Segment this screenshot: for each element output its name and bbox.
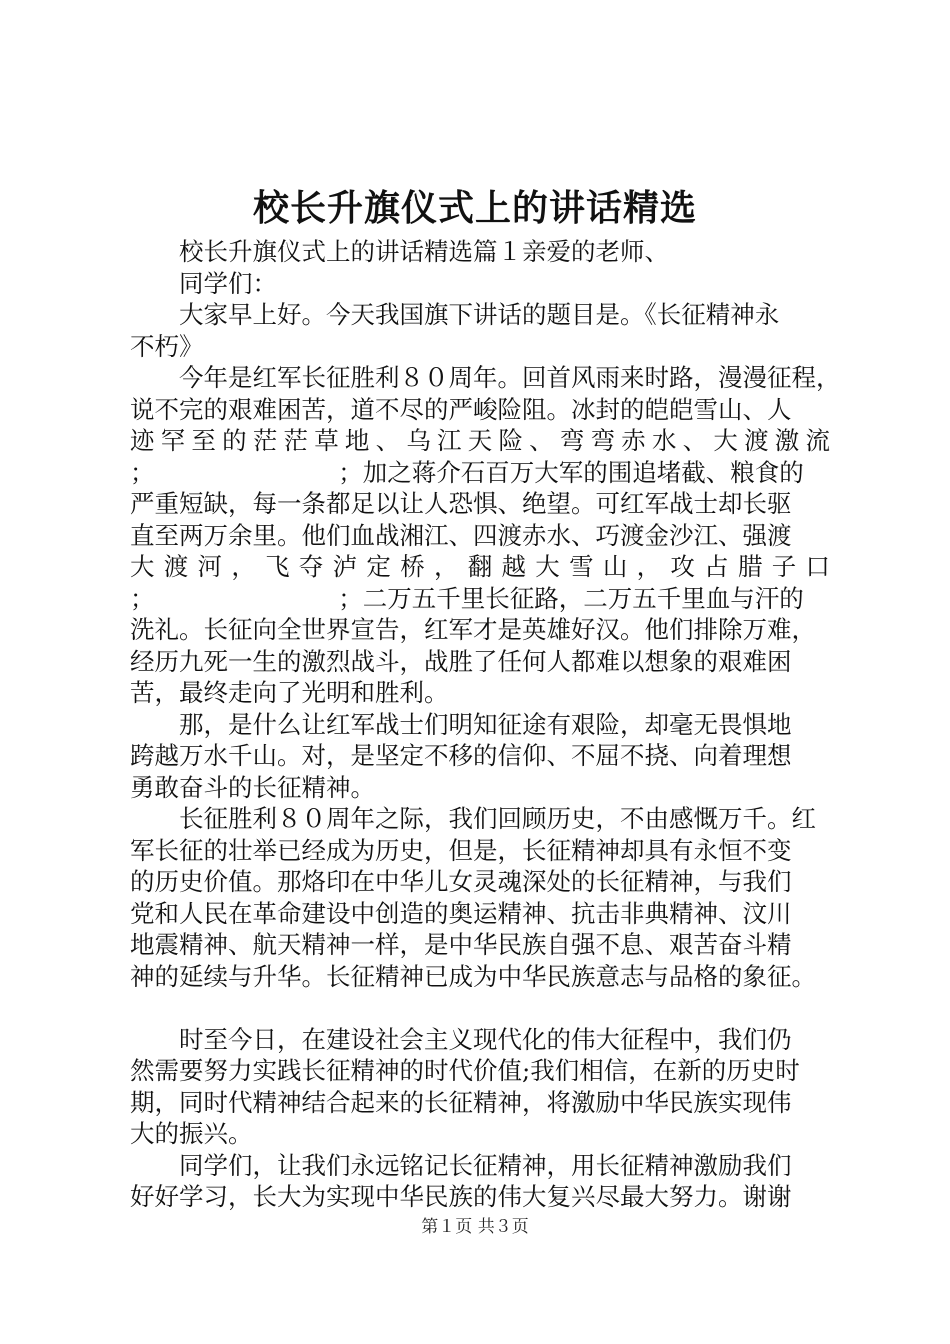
text-line: 期，同时代精神结合起来的长征精神，将激励中华民族实现伟 [130, 1087, 792, 1117]
text-line: 神的延续与升华。长征精神已成为中华民族意志与品格的象征。 [130, 961, 816, 991]
document-body [130, 236, 841, 1213]
text-line: 迹罕至的茫茫草地、乌江天险、弯弯赤水、大渡激流 [130, 426, 830, 455]
text-line: 那，是什么让红军战士们明知征途有艰险，却毫无畏惧地 [179, 709, 792, 739]
text-line: 军长征的壮举已经成为历史，但是，长征精神却具有永恒不变 [130, 835, 792, 865]
text-line: 说不完的艰难困苦，道不尽的严峻险阻。冰封的皑皑雪山、人 [130, 394, 792, 424]
text-line: 苦，最终走向了光明和胜利。 [130, 678, 449, 707]
text-line: 大的振兴。 [130, 1119, 253, 1148]
text-line: 长征胜利８０周年之际，我们回顾历史，不由感慨万千。红 [179, 804, 816, 833]
text-line: 大渡河，飞夺泸定桥，翻越大雪山，攻占腊子口 [130, 552, 830, 581]
text-line: 经历九死一生的激烈战斗，战胜了任何人都难以想象的艰难困 [130, 646, 792, 676]
text-line: 好好学习，长大为实现中华民族的伟大复兴尽最大努力。谢谢 [130, 1182, 792, 1211]
text-line: 大家早上好。今天我国旗下讲话的题目是。《长征精神永 [179, 300, 780, 329]
text-line: 时至今日，在建设社会主义现代化的伟大征程中，我们仍 [179, 1024, 792, 1054]
text-line: 同学们，让我们永远铭记长征精神，用长征精神激励我们 [179, 1150, 792, 1180]
text-line: 的历史价值。那烙印在中华儿女灵魂深处的长征精神，与我们 [130, 867, 792, 896]
text-line: 今年是红军长征胜利８０周年。回首风雨来时路，漫漫征程， [179, 363, 841, 392]
page-footer: 第１页 共３页 [421, 1217, 529, 1237]
text-line: 不朽》 [130, 331, 204, 361]
text-line: ； ；二万五千里长征路，二万五千里血与汗的 [130, 583, 804, 613]
text-line: 洗礼。长征向全世界宣告，红军才是英雄好汉。他们排除万难， [130, 615, 816, 644]
text-line: 地震精神、航天精神一样，是中华民族自强不息、艰苦奋斗精 [130, 930, 792, 959]
document-title: 校长升旗仪式上的讲话精选 [252, 187, 697, 229]
text-line: 严重短缺，每一条都足以让人恐惧、绝望。可红军战士却长驱 [130, 489, 792, 518]
text-line: ； ；加之蒋介石百万大军的围追堵截、粮食的 [130, 457, 804, 487]
text-line: 勇敢奋斗的长征精神。 [130, 772, 375, 802]
text-line: 同学们： [179, 268, 277, 298]
text-line: 然需要努力实践长征精神的时代价值;我们相信，在新的历史时 [130, 1056, 800, 1085]
text-line: 党和人民在革命建设中创造的奥运精神、抗击非典精神、汶川 [130, 898, 792, 928]
text-line: 跨越万水千山。对，是坚定不移的信仰、不屈不挠、向着理想 [130, 741, 792, 770]
paragraph-gap [130, 992, 830, 1024]
text-line: 直至两万余里。他们血战湘江、四渡赤水、巧渡金沙江、强渡 [130, 520, 792, 550]
text-line: 校长升旗仪式上的讲话精选篇１亲爱的老师、 [179, 237, 669, 266]
